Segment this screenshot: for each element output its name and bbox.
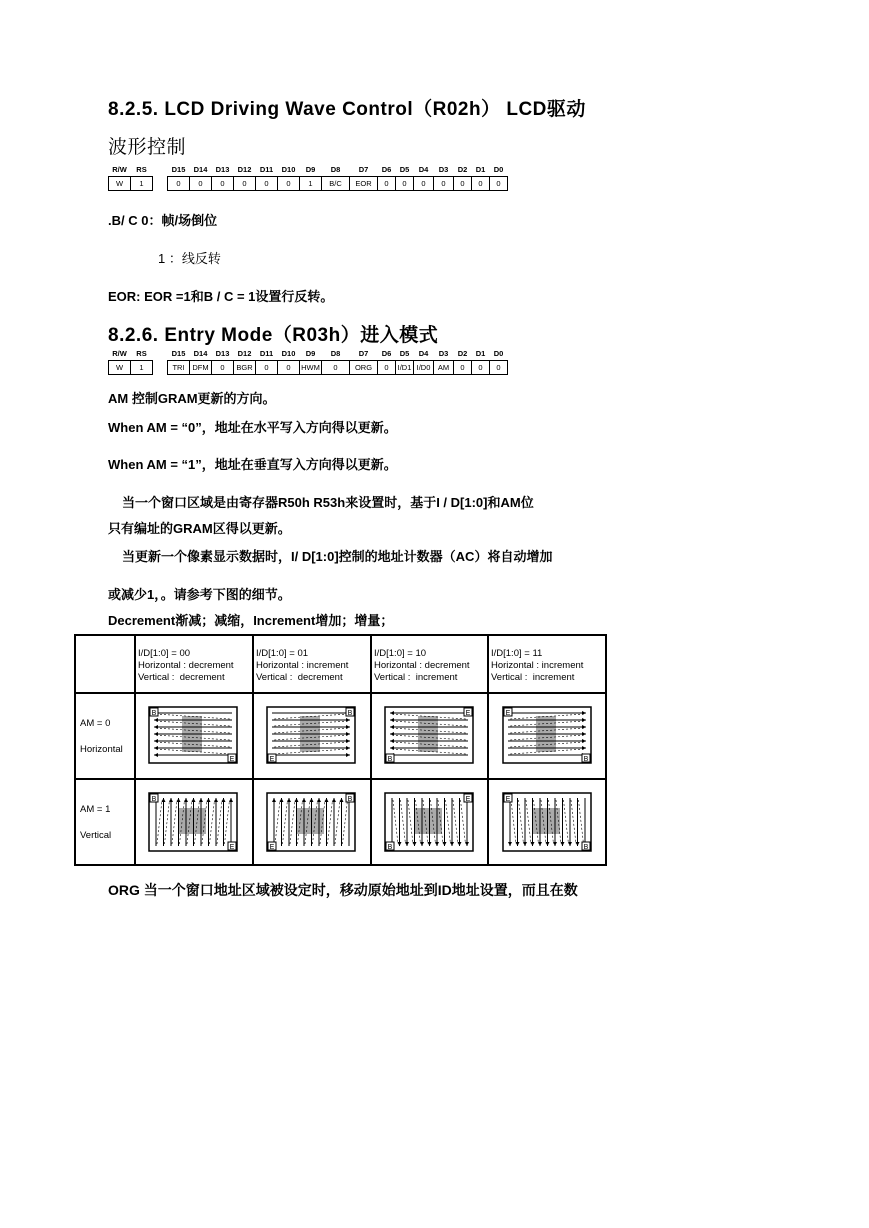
window-paragraph-line2: 只有编址的GRAM区得以更新。 <box>108 521 291 536</box>
svg-text:E: E <box>505 710 511 717</box>
column-header-id00: I/D[1:0] = 00 Horizontal : decrement Vertical : decrement <box>138 648 234 683</box>
r02h-bit-value: 0 <box>212 177 234 191</box>
svg-text:B: B <box>347 796 353 803</box>
svg-text:B: B <box>583 756 589 763</box>
svg-text:E: E <box>269 844 275 851</box>
r02h-header-d1: D1 <box>475 165 486 174</box>
r03h-header-d9: D9 <box>305 349 316 358</box>
pixel-paragraph-line1: 当更新一个像素显示数据时，I/ D[1:0]控制的地址计数器（AC）将自动增加 <box>122 549 553 564</box>
r02h-header-d9: D9 <box>305 165 316 174</box>
r02h-bit-value: 0 <box>378 177 396 191</box>
svg-text:B: B <box>387 844 393 851</box>
r02h-header-gap <box>153 164 168 177</box>
column-header-id01: I/D[1:0] = 01 Horizontal : increment Vertical : decrement <box>256 648 349 683</box>
bc-description-line-invert: 1 ：线反转 <box>158 251 221 266</box>
r02h-header-d5: D5 <box>399 165 410 174</box>
scan-diagram-am1-id10 <box>384 792 476 854</box>
r03h-header-rs: RS <box>136 349 147 358</box>
column-header-id11: I/D[1:0] = 11 Horizontal : increment Vertical : increment <box>491 648 584 683</box>
r02h-header-d4: D4 <box>418 165 429 174</box>
r02h-header-d15: D15 <box>171 165 186 174</box>
org-description: ORG 当一个窗口地址区域被设定时，移动原始地址到ID地址设置，而且在数 <box>108 882 578 898</box>
r02h-header-d0: D0 <box>493 165 504 174</box>
r02h-bit-value <box>153 177 168 191</box>
r03h-header-d1: D1 <box>475 349 486 358</box>
svg-text:B: B <box>151 796 157 803</box>
r03h-bit-value: BGR <box>234 361 256 375</box>
r03h-bit-value: 0 <box>322 361 350 375</box>
svg-text:E: E <box>465 796 471 803</box>
register-table-r03h <box>108 348 508 375</box>
r02h-header-d10: D10 <box>281 165 296 174</box>
section-title-driving-wave: 8.2.5. LCD Driving Wave Control（R02h） LCD驱动 <box>108 99 586 120</box>
r03h-header-d2: D2 <box>457 349 468 358</box>
r03h-bit-value <box>153 361 168 375</box>
r02h-header-d8: D8 <box>330 165 341 174</box>
r02h-bit-value: 0 <box>454 177 472 191</box>
svg-text:B: B <box>151 710 157 717</box>
r03h-header-d15: D15 <box>171 349 186 358</box>
r03h-bit-value: I/D1 <box>396 361 414 375</box>
r03h-bit-value: TRI <box>168 361 190 375</box>
r03h-bit-value: I/D0 <box>414 361 434 375</box>
r03h-header-d0: D0 <box>493 349 504 358</box>
r03h-header-rw: R/W <box>112 349 127 358</box>
r03h-header-d5: D5 <box>399 349 410 358</box>
r03h-bit-value: ORG <box>350 361 378 375</box>
r03h-bit-value: 0 <box>454 361 472 375</box>
r03h-header-d6: D6 <box>381 349 392 358</box>
r03h-bit-value: 0 <box>472 361 490 375</box>
scan-diagram-am0-id00 <box>148 706 240 766</box>
svg-text:E: E <box>229 844 235 851</box>
row-label-am1: AM = 1 Vertical <box>80 804 112 841</box>
eor-description: EOR: EOR =1和B / C = 1设置行反转。 <box>108 289 334 304</box>
svg-text:E: E <box>505 796 511 803</box>
when-am-0: When AM = “0”，地址在水平写入方向得以更新。 <box>108 420 397 435</box>
am-description: AM 控制GRAM更新的方向。 <box>108 391 276 406</box>
r03h-bit-value: 0 <box>378 361 396 375</box>
r02h-header-rw: R/W <box>112 165 127 174</box>
r03h-header-gap <box>153 348 168 361</box>
scan-diagram-am1-id00 <box>148 792 240 854</box>
section-title-entry-mode: 8.2.6. Entry Mode（R03h）进入模式 <box>108 325 439 346</box>
svg-text:E: E <box>229 756 235 763</box>
r03h-bit-value: 0 <box>490 361 508 375</box>
r03h-bit-value: HWM <box>300 361 322 375</box>
r02h-bit-value: 0 <box>234 177 256 191</box>
r02h-bit-value: 1 <box>300 177 322 191</box>
r02h-header-d6: D6 <box>381 165 392 174</box>
column-header-id10: I/D[1:0] = 10 Horizontal : decrement Vertical : increment <box>374 648 470 683</box>
scan-diagram-am0-id11 <box>502 706 594 766</box>
row-label-am0: AM = 0 Horizontal <box>80 718 123 755</box>
svg-text:B: B <box>583 844 589 851</box>
r02h-bit-value: 1 <box>131 177 153 191</box>
scan-diagram-am0-id01 <box>266 706 358 766</box>
r03h-header-d10: D10 <box>281 349 296 358</box>
am-id-diagram-table <box>74 634 607 866</box>
svg-text:B: B <box>347 710 353 717</box>
pixel-paragraph-line2: 或减少1，。请参考下图的细节。 <box>108 587 291 602</box>
r03h-header-d12: D12 <box>237 349 252 358</box>
r03h-bit-value: AM <box>434 361 454 375</box>
r02h-header-d11: D11 <box>259 165 274 174</box>
r02h-bit-value: 0 <box>434 177 454 191</box>
r02h-bit-value: EOR <box>350 177 378 191</box>
when-am-1: When AM = “1”，地址在垂直写入方向得以更新。 <box>108 457 397 472</box>
bc-description: .B/ C 0：帧/场倒位 <box>108 213 218 228</box>
r02h-bit-value: 0 <box>414 177 434 191</box>
r03h-bit-value: 1 <box>131 361 153 375</box>
r02h-header-d14: D14 <box>193 165 208 174</box>
r02h-bit-value: 0 <box>256 177 278 191</box>
scan-diagram-am1-id11 <box>502 792 594 854</box>
r02h-header-d2: D2 <box>457 165 468 174</box>
r02h-bit-value: 0 <box>472 177 490 191</box>
scan-diagram-am0-id10 <box>384 706 476 766</box>
section-title-driving-wave-cont: 波形控制 <box>108 137 187 158</box>
r03h-header-d7: D7 <box>358 349 369 358</box>
r03h-header-d4: D4 <box>418 349 429 358</box>
r03h-bit-value: W <box>109 361 131 375</box>
r03h-bit-value: 0 <box>256 361 278 375</box>
r02h-header-rs: RS <box>136 165 147 174</box>
r02h-bit-value: 0 <box>396 177 414 191</box>
svg-text:B: B <box>387 756 393 763</box>
decrement-increment-legend: Decrement渐减；减缩，Increment增加；增量； <box>108 613 394 628</box>
r02h-bit-value: 0 <box>190 177 212 191</box>
svg-text:E: E <box>465 710 471 717</box>
r02h-header-d7: D7 <box>358 165 369 174</box>
window-paragraph-line1: 当一个窗口区域是由寄存器R50h R53h来设置时，基于I / D[1:0]和AM位 <box>122 495 534 510</box>
r03h-bit-value: DFM <box>190 361 212 375</box>
r03h-header-d14: D14 <box>193 349 208 358</box>
r03h-header-d11: D11 <box>259 349 274 358</box>
register-table-r02h <box>108 164 508 191</box>
r02h-bit-value: 0 <box>278 177 300 191</box>
r02h-bit-value: W <box>109 177 131 191</box>
r02h-header-d12: D12 <box>237 165 252 174</box>
r02h-bit-value: 0 <box>168 177 190 191</box>
r03h-bit-value: 0 <box>278 361 300 375</box>
svg-text:E: E <box>269 756 275 763</box>
scan-diagram-am1-id01 <box>266 792 358 854</box>
r03h-header-d3: D3 <box>438 349 449 358</box>
r02h-header-d13: D13 <box>215 165 230 174</box>
r02h-bit-value: B/C <box>322 177 350 191</box>
r03h-bit-value: 0 <box>212 361 234 375</box>
r03h-header-d8: D8 <box>330 349 341 358</box>
r02h-bit-value: 0 <box>490 177 508 191</box>
r02h-header-d3: D3 <box>438 165 449 174</box>
r03h-header-d13: D13 <box>215 349 230 358</box>
